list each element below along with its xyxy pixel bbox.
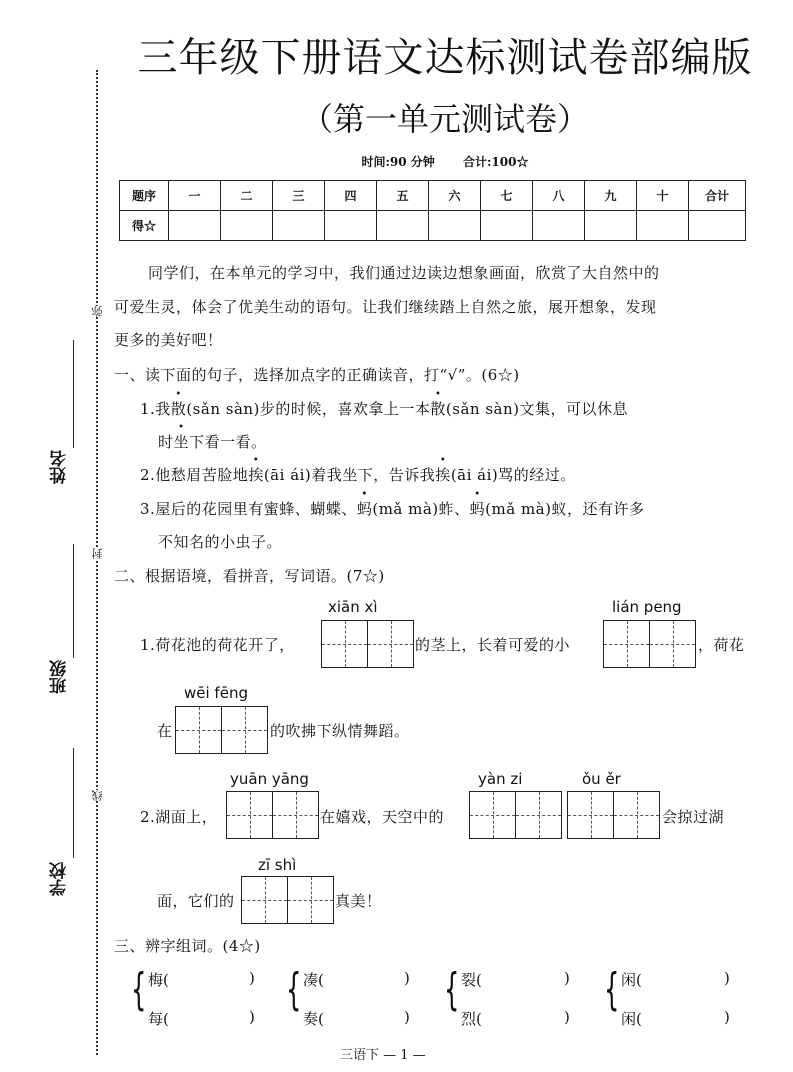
pinyin: ǒu ěr (582, 770, 621, 788)
question-line: 1.我散(sǎn sàn)步的时候，喜欢拿上一本散(sǎn sàn)文集，可以休息 (140, 400, 628, 418)
question-text: ，荷花 (698, 636, 745, 654)
total-info: 合计:100☆ (463, 155, 529, 169)
brace-icon: { (444, 964, 460, 1015)
question-line: 不知名的小虫子。 (158, 533, 283, 551)
blank-close[interactable]: ) (404, 969, 410, 987)
table-cell: 题序 (120, 181, 169, 211)
table-cell: 八 (533, 181, 585, 211)
table-cell: 四 (325, 181, 377, 211)
pinyin: lián peng (612, 598, 682, 616)
section-heading: 三、辨字组词。(4☆) (114, 937, 261, 955)
char-pair-bottom: 烈( (461, 1010, 482, 1028)
pinyin: wēi fēng (184, 684, 248, 702)
time-info: 时间:90 分钟 (361, 155, 435, 169)
answer-grid[interactable] (567, 791, 660, 839)
answer-grid[interactable] (226, 791, 319, 839)
question-text: 的吹拂下纵情舞蹈。 (270, 722, 410, 740)
question-text: 2.湖面上， (140, 808, 218, 826)
question-text: 在 (157, 722, 173, 740)
char-pair-top: 闲( (621, 971, 642, 989)
question-line: 时坐下看一看。 (158, 433, 267, 451)
name-blank-line (73, 340, 74, 448)
name-label: 姓名 (50, 450, 70, 484)
question-text: 会掠过湖 (662, 808, 725, 826)
table-cell: 七 (481, 181, 533, 211)
blank-close[interactable]: ) (564, 969, 570, 987)
score-entry-cell[interactable] (325, 211, 377, 241)
section-heading: 二、根据语境，看拼音，写词语。(7☆) (114, 567, 385, 585)
page-footer: 三语下 — 1 — (340, 1048, 426, 1063)
score-entry-cell[interactable] (585, 211, 637, 241)
char-pair-top: 凑( (303, 971, 324, 989)
answer-grid[interactable] (175, 706, 268, 754)
score-entry-cell[interactable] (429, 211, 481, 241)
class-blank-line (73, 544, 74, 658)
page-subtitle: （第一单元测试卷） (300, 100, 589, 138)
brace-icon: { (131, 964, 147, 1015)
table-cell: 九 (585, 181, 637, 211)
intro-line: 更多的美好吧！ (114, 331, 223, 349)
blank-close[interactable]: ) (249, 1008, 255, 1026)
table-cell: 十 (637, 181, 689, 211)
school-blank-line (73, 748, 74, 858)
char-pair-top: 裂( (461, 971, 482, 989)
binding-dotted-line (96, 70, 98, 1055)
answer-grid[interactable] (321, 620, 414, 668)
blank-close[interactable]: ) (564, 1008, 570, 1026)
exam-info (110, 153, 780, 170)
score-entry-cell[interactable] (481, 211, 533, 241)
table-cell: 三 (273, 181, 325, 211)
table-cell: 合计 (689, 181, 746, 211)
score-entry-cell[interactable] (689, 211, 746, 241)
score-value-row (120, 211, 746, 241)
answer-grid[interactable] (603, 620, 696, 668)
seal-char: 线 (91, 790, 104, 801)
intro-line: 同学们，在本单元的学习中，我们通过边读边想象画面，欣赏了大自然中的 (148, 264, 660, 282)
score-entry-cell[interactable] (637, 211, 689, 241)
question-text: 真美！ (335, 892, 382, 910)
blank-close[interactable]: ) (404, 1008, 410, 1026)
score-entry-cell[interactable] (221, 211, 273, 241)
table-cell: 五 (377, 181, 429, 211)
question-text: 1.荷花池的荷花开了， (140, 636, 295, 654)
pinyin: xiān xì (328, 598, 378, 616)
score-header-row (120, 181, 746, 211)
question-text: 在嬉戏，天空中的 (320, 808, 445, 826)
school-label: 学校 (50, 862, 70, 896)
intro-line: 可爱生灵，体会了优美生动的语句。让我们继续踏上自然之旅，展开想象，发现 (114, 298, 657, 316)
answer-grid[interactable] (241, 876, 334, 924)
blank-close[interactable]: ) (249, 969, 255, 987)
pinyin: zī shì (258, 856, 297, 874)
char-pair-top: 梅( (148, 971, 169, 989)
score-entry-cell[interactable] (169, 211, 221, 241)
char-pair-bottom: 每( (148, 1010, 169, 1028)
pinyin: yuān yāng (230, 770, 309, 788)
score-entry-cell[interactable] (533, 211, 585, 241)
table-cell: 得☆ (120, 211, 169, 241)
brace-icon: { (286, 964, 302, 1015)
section-heading: 一、读下面的句子，选择加点字的正确读音，打“√”。(6☆) (114, 366, 520, 384)
table-cell: 二 (221, 181, 273, 211)
class-label: 班级 (50, 660, 70, 694)
seal-char: 封 (91, 548, 104, 559)
brace-icon: { (604, 964, 620, 1015)
question-text: 面，它们的 (157, 892, 235, 910)
question-text: 的茎上，长着可爱的小 (415, 636, 571, 654)
char-pair-bottom: 闲( (621, 1010, 642, 1028)
pinyin: yàn zi (478, 770, 523, 788)
answer-grid[interactable] (469, 791, 562, 839)
score-entry-cell[interactable] (377, 211, 429, 241)
score-entry-cell[interactable] (273, 211, 325, 241)
table-cell: 六 (429, 181, 481, 211)
table-cell: 一 (169, 181, 221, 211)
question-line: 2.他愁眉苦脸地挨(āi ái)着我坐下，告诉我挨(āi ái)骂的经过。 (140, 466, 576, 484)
blank-close[interactable]: ) (724, 1008, 730, 1026)
question-line: 3.屋后的花园里有蜜蜂、蝴蝶、蚂(mǎ mà)蚱、蚂(mǎ mà)蚁，还有许多 (140, 500, 645, 518)
blank-close[interactable]: ) (724, 969, 730, 987)
page-title: 三年级下册语文达标测试卷部编版 (137, 35, 753, 81)
seal-char: 弥 (91, 306, 104, 317)
score-table (119, 180, 746, 241)
char-pair-bottom: 奏( (303, 1010, 324, 1028)
